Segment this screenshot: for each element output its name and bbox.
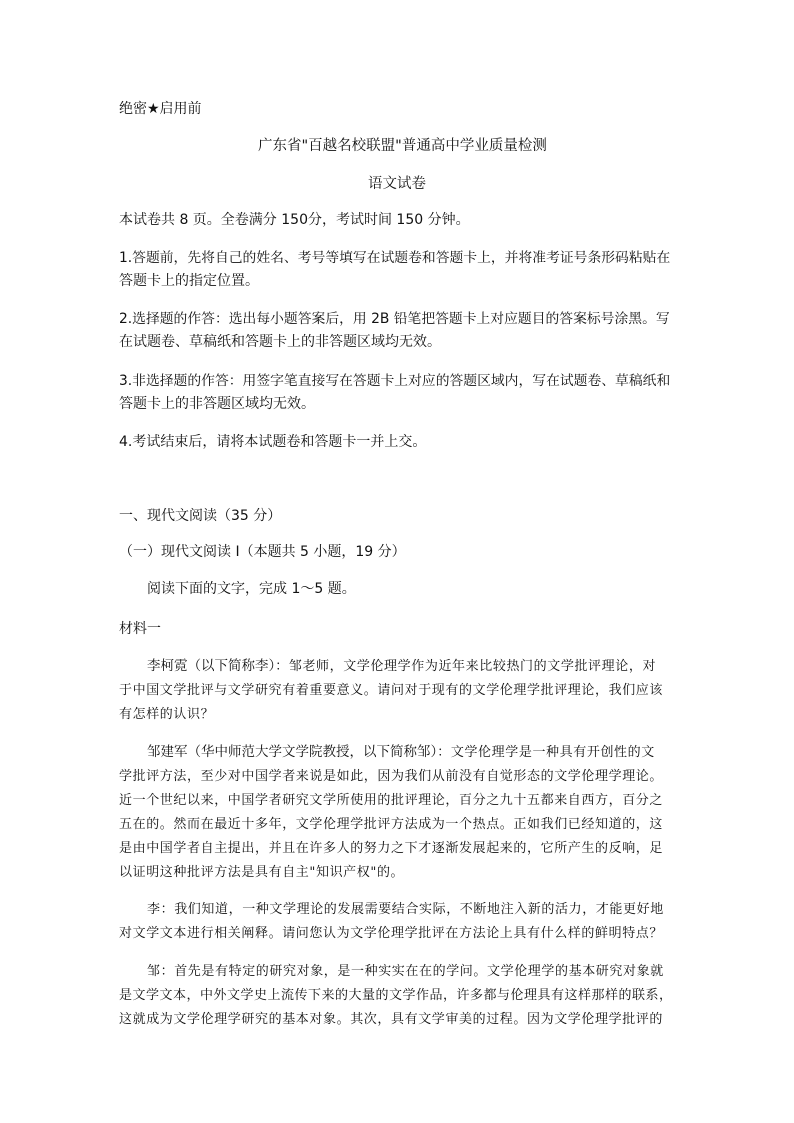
passage-text: ：邹老师，文学伦理学作为近年来比较热门的文学批评理论，对 <box>275 659 657 674</box>
section-heading: 一、现代文阅读（35 分） <box>119 508 282 524</box>
passage-p2-line-6: 以证明这种批评方法是具有自主"知识产权"的。 <box>119 865 405 880</box>
instruction-1-line-2: 答题卡上的指定位置。 <box>119 273 259 289</box>
passage-p4-line-2: 是文学文本，中外文学史上流传下来的大量的文学作品，许多都与伦理具有这样那样的联系， <box>119 988 673 1003</box>
speaker-label: 邹建军（华中师范大学文学院教授，以下简称邹） <box>147 744 438 760</box>
exam-title: 广东省"百越名校联盟"普通高中学业质量检测 <box>258 138 547 154</box>
instruction-3-line-2: 答题卡上的非答题区域均无效。 <box>119 396 315 412</box>
passage-p4-line-3: 这就成为文学伦理学研究的基本对象。其次，具有文学审美的过程。因为文学伦理学批评的 <box>119 1012 664 1027</box>
passage-p1-line-2: 于中国文学批评与文学研究有着重要意义。请问对于现有的文学伦理学批评理论，我们应该 <box>119 683 664 698</box>
passage-p4-line-1: 邹：首先是有特定的研究对象，是一种实实在在的学问。文学伦理学的基本研究对象就 <box>147 964 664 979</box>
passage-p2-line-4: 五在的。然而在最近十多年，文学伦理学批评方法成为一个热点。正如我们已经知道的，这 <box>119 817 664 832</box>
instruction-2-line-1: 2.选择题的作答：选出每小题答案后，用 2B 铅笔把答题卡上对应题目的答案标号涂黑。写 <box>119 311 670 327</box>
subject-title: 语文试卷 <box>368 176 426 192</box>
passage-p3-line-1: 李：我们知道，一种文学理论的发展需要结合实际，不断地注入新的活力，才能更好地 <box>147 902 664 917</box>
passage-p2-line-1 <box>147 742 655 763</box>
passage-p3-line-2: 对文学文本进行相关阐释。请问您认为文学伦理学批评在方法论上具有什么样的鲜明特点？ <box>119 926 664 941</box>
passage-p1-line-1 <box>147 656 656 677</box>
instruction-2-line-2: 在试题卷、草稿纸和答题卡上的非答题区域均无效。 <box>119 334 441 350</box>
passage-p1-line-3: 有怎样的认识？ <box>119 707 215 722</box>
passage-p2-line-3: 近一个世纪以来，中国学者研究文学所使用的批评理论，百分之九十五都来自西方，百分之 <box>119 793 664 808</box>
speaker-label: 李柯霓（以下简称李） <box>147 658 276 674</box>
section-subheading: （一）现代文阅读 I（本题共 5 小题，19 分） <box>119 544 406 560</box>
passage-text: ：文学伦理学是一种具有开创性的文 <box>437 745 655 760</box>
confidential-label: 绝密★启用前 <box>119 101 202 117</box>
instruction-1-line-1: 1.答题前，先将自己的姓名、考号等填写在试题卷和答题卡上，并将准考证号条形码粘贴在 <box>119 250 671 266</box>
exam-intro: 本试卷共 8 页。全卷满分 150分，考试时间 150 分钟。 <box>119 212 470 228</box>
instruction-4: 4.考试结束后，请将本试题卷和答题卡一并上交。 <box>119 434 427 450</box>
reading-prompt: 阅读下面的文字，完成 1～5 题。 <box>147 581 356 597</box>
material-label: 材料一 <box>119 621 161 637</box>
passage-p2-line-5: 是由中国学者自主提出，并且在许多人的努力之下才逐渐发展起来的，它所产生的反响，足 <box>119 841 664 856</box>
instruction-3-line-1: 3.非选择题的作答：用签字笔直接写在答题卡上对应的答题区域内，写在试题卷、草稿纸和 <box>119 373 671 389</box>
passage-p2-line-2: 学批评方法，至少对中国学者来说是如此，因为我们从前没有自觉形态的文学伦理学理论。 <box>119 769 664 784</box>
